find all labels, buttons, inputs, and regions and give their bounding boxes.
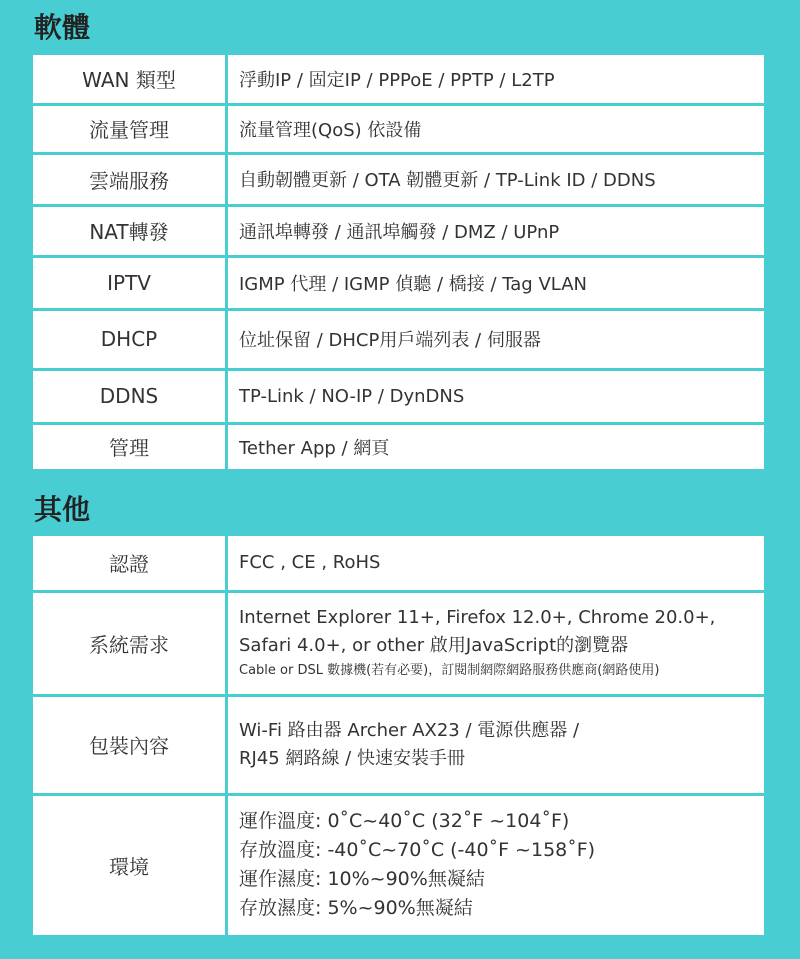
table-row (33, 695, 764, 794)
package-line: Wi-Fi 路由器 Archer AX23 / 電源供應器 / (239, 719, 580, 741)
spec-value: IGMP 代理 / IGMP 偵聽 / 橋接 / Tag VLAN (227, 256, 765, 309)
requirements-line: Safari 4.0+, or other 啟用JavaScript的瀏覽器 (239, 635, 629, 656)
table-row (33, 256, 764, 309)
environment-line: 存放溫度: -40˚C~70˚C (-40˚F ~158˚F) (239, 839, 596, 861)
spec-value: 自動韌體更新 / OTA 韌體更新 / TP-Link ID / DDNS (227, 153, 765, 205)
spec-value: 通訊埠轉發 / 通訊埠觸發 / DMZ / UPnP (227, 205, 765, 256)
table-row (33, 55, 764, 104)
table-row (33, 591, 764, 695)
spec-value (227, 794, 765, 936)
spec-value: TP-Link / NO-IP / DynDNS (227, 369, 765, 423)
spec-value: 流量管理(QoS) 依設備 (227, 104, 765, 153)
spec-value: 位址保留 / DHCP用戶端列表 / 伺服器 (227, 309, 765, 369)
spec-label: 雲端服務 (33, 153, 227, 205)
spec-value: 浮動IP / 固定IP / PPPoE / PPTP / L2TP (227, 55, 765, 104)
spec-label: WAN 類型 (33, 55, 227, 104)
package-line: RJ45 網路線 / 快速安裝手冊 (239, 747, 465, 769)
spec-label: DHCP (33, 309, 227, 369)
spec-value (227, 591, 765, 695)
spec-label: 認證 (33, 536, 227, 591)
spec-label: 管理 (33, 423, 227, 470)
environment-line: 存放濕度: 5%~90%無凝結 (239, 897, 473, 919)
table-row (33, 153, 764, 205)
table-row (33, 205, 764, 256)
table-row (33, 423, 764, 470)
spec-value (227, 695, 765, 794)
requirements-note: Cable or DSL 數據機(若有必要)，訂閱制網際網路服務供應商(網路使用) (239, 663, 660, 678)
spec-label: 包裝內容 (33, 695, 227, 794)
spec-label: IPTV (33, 256, 227, 309)
spec-label: NAT轉發 (33, 205, 227, 256)
spec-value: Tether App / 網頁 (227, 423, 765, 470)
other-spec-table (33, 536, 764, 938)
table-row (33, 104, 764, 153)
table-row (33, 369, 764, 423)
spec-label: 流量管理 (33, 104, 227, 153)
software-spec-table (33, 55, 764, 472)
section-title-other: 其他 (34, 493, 91, 526)
section-title-software: 軟體 (34, 11, 91, 44)
table-row (33, 536, 764, 591)
environment-line: 運作溫度: 0˚C~40˚C (32˚F ~104˚F) (239, 810, 570, 832)
table-row (33, 794, 764, 936)
table-row (33, 309, 764, 369)
spec-label: DDNS (33, 369, 227, 423)
requirements-line: Internet Explorer 11+, Firefox 12.0+, Chrome 20.0+, (239, 607, 716, 628)
spec-value: FCC , CE , RoHS (227, 536, 765, 591)
spec-label: 環境 (33, 794, 227, 936)
environment-line: 運作濕度: 10%~90%無凝結 (239, 868, 485, 890)
spec-label: 系統需求 (33, 591, 227, 695)
